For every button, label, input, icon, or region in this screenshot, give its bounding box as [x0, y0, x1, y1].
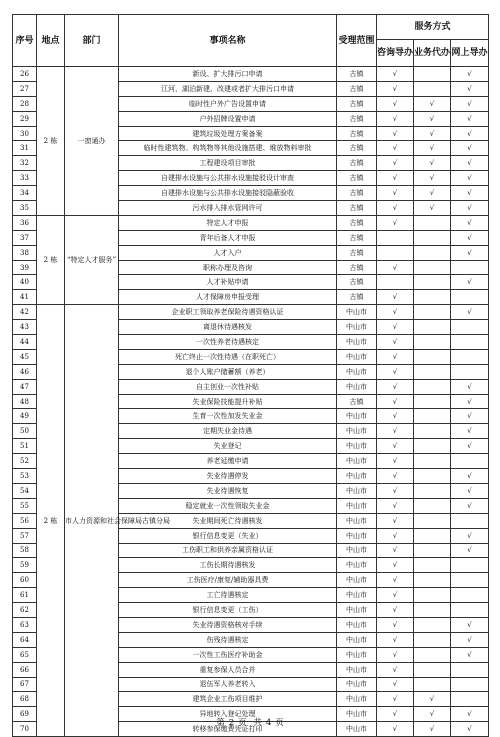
row-number: 41 [13, 290, 37, 305]
item-name: 一次性工伤医疗补助金 [119, 647, 337, 662]
item-name: 职称办理及咨询 [119, 260, 337, 275]
acceptance-scope: 古镇 [337, 81, 377, 96]
online-check: √ [451, 409, 489, 424]
consult-check: √ [377, 305, 414, 320]
row-number: 63 [13, 617, 37, 632]
row-number: 48 [13, 394, 37, 409]
item-name: 青年后备人才申报 [119, 230, 337, 245]
acceptance-scope: 古镇 [337, 215, 377, 230]
acceptance-scope: 中山市 [337, 513, 377, 528]
agent-check [414, 424, 451, 439]
row-number: 69 [13, 707, 37, 722]
consult-check: √ [377, 424, 414, 439]
row-number: 31 [13, 141, 37, 156]
acceptance-scope: 古镇 [337, 141, 377, 156]
header-consult: 咨询导办 [377, 40, 414, 67]
row-number: 57 [13, 528, 37, 543]
group-location: 2 栋 [37, 215, 65, 304]
consult-check: √ [377, 201, 414, 216]
item-name: 养老延缴申请 [119, 454, 337, 469]
row-number: 56 [13, 513, 37, 528]
agent-check: √ [414, 692, 451, 707]
item-name: 失业期间死亡待遇核发 [119, 513, 337, 528]
consult-check: √ [377, 96, 414, 111]
row-number: 34 [13, 186, 37, 201]
row-number: 66 [13, 662, 37, 677]
acceptance-scope: 中山市 [337, 409, 377, 424]
item-name: 一次性养老待遇核定 [119, 335, 337, 350]
consult-check: √ [377, 483, 414, 498]
consult-check: √ [377, 290, 414, 305]
agent-check [414, 603, 451, 618]
row-number: 55 [13, 498, 37, 513]
item-name: 失业保险技能提升补贴 [119, 394, 337, 409]
row-number: 50 [13, 424, 37, 439]
table-row [13, 215, 489, 230]
consult-check: √ [377, 141, 414, 156]
consult-check: √ [377, 454, 414, 469]
item-name: 工伤职工和供养亲属资格认证 [119, 543, 337, 558]
acceptance-scope: 古镇 [337, 111, 377, 126]
header-location: 地点 [37, 15, 65, 67]
consult-check: √ [377, 320, 414, 335]
agent-check [414, 275, 451, 290]
agent-check [414, 632, 451, 647]
item-name: 重复参保人员合并 [119, 662, 337, 677]
row-number: 29 [13, 111, 37, 126]
row-number: 46 [13, 364, 37, 379]
table-row [13, 67, 489, 82]
online-check: √ [451, 617, 489, 632]
consult-check: √ [377, 588, 414, 603]
agent-check [414, 230, 451, 245]
agent-check: √ [414, 171, 451, 186]
agent-check [414, 364, 451, 379]
online-check: √ [451, 305, 489, 320]
online-check [451, 513, 489, 528]
online-check: √ [451, 186, 489, 201]
agent-check: √ [414, 707, 451, 722]
online-check [451, 603, 489, 618]
online-check [451, 573, 489, 588]
acceptance-scope: 古镇 [337, 171, 377, 186]
item-name: 人才入户 [119, 245, 337, 260]
online-check: √ [451, 498, 489, 513]
agent-check [414, 677, 451, 692]
consult-check: √ [377, 394, 414, 409]
online-check: √ [451, 394, 489, 409]
row-number: 62 [13, 603, 37, 618]
consult-check: √ [377, 513, 414, 528]
agent-check [414, 215, 451, 230]
item-name: 异地转入登记处理 [119, 707, 337, 722]
table-row [13, 305, 489, 320]
agent-check: √ [414, 111, 451, 126]
agent-check [414, 469, 451, 484]
consult-check: √ [377, 543, 414, 558]
item-name: 建筑垃圾处理方案备案 [119, 126, 337, 141]
item-name: 工伤医疗/康复/辅助器具费 [119, 573, 337, 588]
acceptance-scope: 中山市 [337, 677, 377, 692]
online-check: √ [451, 201, 489, 216]
footer-total-unit: 页 [275, 718, 284, 728]
agent-check [414, 349, 451, 364]
online-check: √ [451, 111, 489, 126]
agent-check: √ [414, 186, 451, 201]
row-number: 26 [13, 67, 37, 82]
item-name: 临时性建筑物、构筑物等其他设施搭建、堆放物料审批 [119, 141, 337, 156]
agent-check [414, 67, 451, 82]
online-check [451, 335, 489, 350]
online-check: √ [451, 215, 489, 230]
acceptance-scope: 中山市 [337, 305, 377, 320]
agent-check [414, 528, 451, 543]
online-check: √ [451, 96, 489, 111]
agent-check [414, 573, 451, 588]
footer-total-prefix: 共 [253, 718, 262, 728]
table-body [13, 67, 489, 737]
agent-check [414, 439, 451, 454]
row-number: 54 [13, 483, 37, 498]
consult-check: √ [377, 379, 414, 394]
row-number: 65 [13, 647, 37, 662]
item-name: 自主创业一次性补贴 [119, 379, 337, 394]
item-name: 银行信息变更（失业） [119, 528, 337, 543]
item-name: 定期失业金待遇 [119, 424, 337, 439]
row-number: 68 [13, 692, 37, 707]
header-service-modes: 服务方式 [377, 15, 489, 40]
consult-check: √ [377, 603, 414, 618]
header-online: 网上导办 [451, 40, 489, 67]
item-name: 新设、扩大排污口申请 [119, 67, 337, 82]
consult-check: √ [377, 677, 414, 692]
agent-check [414, 81, 451, 96]
acceptance-scope: 中山市 [337, 469, 377, 484]
online-check [451, 558, 489, 573]
agent-check [414, 305, 451, 320]
acceptance-scope: 中山市 [337, 498, 377, 513]
group-department: 市人力资源和社会保障局古镇分局 [65, 305, 119, 737]
agent-check [414, 617, 451, 632]
row-number: 36 [13, 215, 37, 230]
consult-check: √ [377, 558, 414, 573]
online-check: √ [451, 528, 489, 543]
consult-check: √ [377, 692, 414, 707]
row-number: 67 [13, 677, 37, 692]
item-name: 企业职工领取养老保险待遇资格认证 [119, 305, 337, 320]
online-check: √ [451, 126, 489, 141]
agent-check [414, 260, 451, 275]
row-number: 28 [13, 96, 37, 111]
group-department: 一窗通办 [65, 67, 119, 216]
acceptance-scope: 中山市 [337, 320, 377, 335]
consult-check: √ [377, 662, 414, 677]
item-name: 银行信息变更（工伤） [119, 603, 337, 618]
item-name: 失业待遇停发 [119, 469, 337, 484]
online-check [451, 290, 489, 305]
row-number: 40 [13, 275, 37, 290]
item-name: 退伍军人养老转入 [119, 677, 337, 692]
online-check: √ [451, 156, 489, 171]
header-item: 事项名称 [119, 15, 337, 67]
acceptance-scope: 中山市 [337, 603, 377, 618]
online-check: √ [451, 483, 489, 498]
consult-check: √ [377, 528, 414, 543]
row-number: 30 [13, 126, 37, 141]
acceptance-scope: 中山市 [337, 483, 377, 498]
header-no: 序号 [13, 15, 37, 67]
online-check [451, 320, 489, 335]
consult-check: √ [377, 215, 414, 230]
item-name: 建筑企业工伤项目维护 [119, 692, 337, 707]
agent-check [414, 662, 451, 677]
online-check [451, 260, 489, 275]
agent-check [414, 290, 451, 305]
agent-check [414, 409, 451, 424]
acceptance-scope: 古镇 [337, 186, 377, 201]
row-number: 70 [13, 722, 37, 737]
group-location: 2 栋 [37, 305, 65, 737]
consult-check: √ [377, 67, 414, 82]
acceptance-scope: 中山市 [337, 707, 377, 722]
acceptance-scope: 古镇 [337, 230, 377, 245]
online-check: √ [451, 469, 489, 484]
acceptance-scope: 古镇 [337, 126, 377, 141]
item-name: 人才保障房申报受理 [119, 290, 337, 305]
acceptance-scope: 古镇 [337, 245, 377, 260]
acceptance-scope: 中山市 [337, 528, 377, 543]
consult-check [377, 230, 414, 245]
row-number: 33 [13, 171, 37, 186]
agent-check [414, 394, 451, 409]
header-scope: 受理范围 [337, 15, 377, 67]
online-check: √ [451, 439, 489, 454]
footer-page-current: 2 [228, 718, 235, 728]
online-check: √ [451, 379, 489, 394]
agent-check: √ [414, 96, 451, 111]
item-name: 稳定就业一次性领取失业金 [119, 498, 337, 513]
agent-check [414, 454, 451, 469]
consult-check: √ [377, 335, 414, 350]
online-check [451, 677, 489, 692]
item-name: 自建排水设施与公共排水设施接驳设计审查 [119, 171, 337, 186]
row-number: 38 [13, 245, 37, 260]
agent-check: √ [414, 126, 451, 141]
acceptance-scope: 中山市 [337, 543, 377, 558]
item-name: 死亡终止一次性待遇（在职死亡） [119, 349, 337, 364]
acceptance-scope: 中山市 [337, 439, 377, 454]
acceptance-scope: 中山市 [337, 424, 377, 439]
item-name: 户外招牌设置申请 [119, 111, 337, 126]
consult-check: √ [377, 186, 414, 201]
row-number: 45 [13, 349, 37, 364]
item-name: 工伤长期待遇核发 [119, 558, 337, 573]
online-check: √ [451, 230, 489, 245]
service-table [12, 14, 489, 737]
acceptance-scope: 中山市 [337, 379, 377, 394]
item-name: 江河、湖泊新建、改建或者扩大排污口申请 [119, 81, 337, 96]
agent-check: √ [414, 722, 451, 737]
item-name: 工程建设项目审批 [119, 156, 337, 171]
online-check: √ [451, 81, 489, 96]
row-number: 59 [13, 558, 37, 573]
page-footer [0, 716, 500, 728]
online-check: √ [451, 647, 489, 662]
agent-check [414, 558, 451, 573]
acceptance-scope: 中山市 [337, 662, 377, 677]
agent-check: √ [414, 141, 451, 156]
row-number: 53 [13, 469, 37, 484]
agent-check: √ [414, 156, 451, 171]
acceptance-scope: 中山市 [337, 647, 377, 662]
online-check: √ [451, 707, 489, 722]
acceptance-scope: 古镇 [337, 96, 377, 111]
acceptance-scope: 中山市 [337, 573, 377, 588]
acceptance-scope: 中山市 [337, 558, 377, 573]
acceptance-scope: 古镇 [337, 275, 377, 290]
consult-check: √ [377, 632, 414, 647]
agent-check [414, 320, 451, 335]
acceptance-scope: 中山市 [337, 335, 377, 350]
online-check: √ [451, 543, 489, 558]
acceptance-scope: 中山市 [337, 364, 377, 379]
item-name: 失业待遇恢复 [119, 483, 337, 498]
online-check: √ [451, 632, 489, 647]
agent-check [414, 588, 451, 603]
item-name: 转移参保缴费凭证打印 [119, 722, 337, 737]
consult-check: √ [377, 126, 414, 141]
consult-check [377, 275, 414, 290]
acceptance-scope: 古镇 [337, 201, 377, 216]
consult-check: √ [377, 349, 414, 364]
acceptance-scope: 古镇 [337, 394, 377, 409]
item-name: 人才补贴申请 [119, 275, 337, 290]
consult-check: √ [377, 469, 414, 484]
online-check: √ [451, 67, 489, 82]
item-name: 特定人才申报 [119, 215, 337, 230]
acceptance-scope: 古镇 [337, 260, 377, 275]
agent-check [414, 335, 451, 350]
consult-check [377, 245, 414, 260]
item-name: 生育一次性加发失业金 [119, 409, 337, 424]
agent-check [414, 245, 451, 260]
footer-page-prefix: 第 [216, 718, 225, 728]
consult-check: √ [377, 647, 414, 662]
row-number: 44 [13, 335, 37, 350]
acceptance-scope: 古镇 [337, 156, 377, 171]
item-name: 临时性户外广告设置申请 [119, 96, 337, 111]
consult-check: √ [377, 364, 414, 379]
agent-check [414, 379, 451, 394]
row-number: 43 [13, 320, 37, 335]
acceptance-scope: 中山市 [337, 588, 377, 603]
consult-check: √ [377, 81, 414, 96]
online-check: √ [451, 722, 489, 737]
row-number: 42 [13, 305, 37, 320]
item-name: 退个人账户储蓄额（养老） [119, 364, 337, 379]
acceptance-scope: 中山市 [337, 454, 377, 469]
online-check [451, 692, 489, 707]
online-check [451, 454, 489, 469]
online-check [451, 364, 489, 379]
consult-check: √ [377, 409, 414, 424]
online-check: √ [451, 171, 489, 186]
header-department: 部门 [65, 15, 119, 67]
row-number: 52 [13, 454, 37, 469]
consult-check: √ [377, 707, 414, 722]
acceptance-scope: 中山市 [337, 349, 377, 364]
group-location: 2 栋 [37, 67, 65, 216]
row-number: 35 [13, 201, 37, 216]
row-number: 49 [13, 409, 37, 424]
row-number: 58 [13, 543, 37, 558]
item-name: 离退休待遇核发 [119, 320, 337, 335]
consult-check: √ [377, 573, 414, 588]
agent-check [414, 513, 451, 528]
agent-check [414, 543, 451, 558]
item-name: 工亡待遇核定 [119, 588, 337, 603]
footer-page-total: 4 [265, 718, 272, 728]
online-check: √ [451, 275, 489, 290]
row-number: 61 [13, 588, 37, 603]
row-number: 47 [13, 379, 37, 394]
group-department: “特定人才服务” [65, 215, 119, 304]
row-number: 64 [13, 632, 37, 647]
acceptance-scope: 古镇 [337, 290, 377, 305]
row-number: 51 [13, 439, 37, 454]
row-number: 39 [13, 260, 37, 275]
consult-check: √ [377, 617, 414, 632]
online-check [451, 588, 489, 603]
item-name: 自建排水设施与公共排水设施接驳隐蔽验收 [119, 186, 337, 201]
item-name: 污水排入排水管网许可 [119, 201, 337, 216]
row-number: 32 [13, 156, 37, 171]
item-name: 失业待遇资格核对手续 [119, 617, 337, 632]
acceptance-scope: 中山市 [337, 692, 377, 707]
consult-check: √ [377, 156, 414, 171]
online-check: √ [451, 141, 489, 156]
consult-check: √ [377, 722, 414, 737]
item-name: 失业登记 [119, 439, 337, 454]
table-header [13, 15, 489, 67]
acceptance-scope: 中山市 [337, 632, 377, 647]
row-number: 27 [13, 81, 37, 96]
item-name: 伤残待遇核定 [119, 632, 337, 647]
agent-check [414, 647, 451, 662]
agent-check [414, 498, 451, 513]
online-check: √ [451, 245, 489, 260]
consult-check: √ [377, 260, 414, 275]
acceptance-scope: 中山市 [337, 617, 377, 632]
consult-check: √ [377, 498, 414, 513]
online-check [451, 662, 489, 677]
row-number: 60 [13, 573, 37, 588]
online-check [451, 349, 489, 364]
header-agent: 业务代办 [414, 40, 451, 67]
consult-check: √ [377, 111, 414, 126]
acceptance-scope: 古镇 [337, 67, 377, 82]
consult-check: √ [377, 171, 414, 186]
consult-check: √ [377, 439, 414, 454]
online-check: √ [451, 424, 489, 439]
agent-check [414, 483, 451, 498]
agent-check: √ [414, 201, 451, 216]
row-number: 37 [13, 230, 37, 245]
acceptance-scope: 中山市 [337, 722, 377, 737]
footer-page-unit: 页 [238, 718, 247, 728]
